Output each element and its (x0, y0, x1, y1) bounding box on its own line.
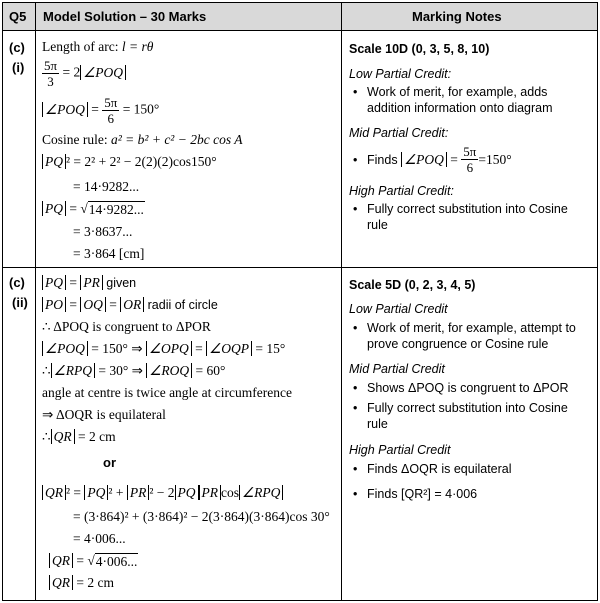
qr-substitution-line: = (3·864)² + (3·864)² − 2(3·864)(3·864)cos 30° (73, 509, 330, 524)
cosine-rule-line: Cosine rule: a² = b² + c² − 2bc cos A (42, 132, 243, 147)
notes-mid-bullet-c-i: • Finds ∠POQ = $\frac{5\pi}{6}$ =150° (367, 144, 512, 175)
radii-line: PO = OQ = OR radii of circle (42, 297, 218, 313)
qr-final-line: QR = 2 cm (49, 575, 114, 591)
notes-high-bullet-1-c-ii: • Finds ΔOQR is equilateral (367, 461, 512, 477)
notes-low-title-c-i: Low Partial Credit: (349, 67, 452, 81)
qr-squared-value-line: = 4·006... (73, 531, 126, 546)
notes-mid-title-c-ii: Mid Partial Credit (349, 362, 445, 376)
qr-cosine-line: QR ² = PQ ² + PR ² − 2 PQ PR cos ∠RPQ (42, 485, 283, 501)
pq-value-line-3: = 3·864 [cm] (73, 246, 145, 261)
qr-sqrt-line: QR = √ 4·006... (49, 553, 138, 569)
notes-high-bullet-2-c-ii: • Finds [QR²] = 4·006 (367, 486, 477, 502)
subpart-label-i: (i) (12, 60, 25, 75)
pq-squared-line: PQ ² = 2² + 2² − 2(2)(2)cos150° (42, 154, 217, 170)
notes-high-title-c-ii: High Partial Credit (349, 443, 451, 457)
part-label-c-ii: (c) (9, 275, 25, 290)
angle-rpq-line: ∴ ∠RPQ = 30° ⇒ ∠ROQ = 60° (42, 363, 226, 378)
angle-centre-line: angle at centre is twice angle at circumference (42, 385, 292, 400)
arc-equation-line: $\frac{5\pi}{3}$ = 2 ∠POQ (42, 58, 126, 89)
header-solution-label: Model Solution – 30 Marks (43, 9, 207, 24)
pq-value-line-2: = 3·8637... (73, 224, 133, 239)
notes-low-bullet-c-ii: • Work of merit, for example, attempt to prove congruence or Cosine rule (367, 320, 576, 352)
pq-sqrt-line: PQ = √ 14·9282... (42, 201, 145, 217)
subpart-label-ii: (ii) (12, 295, 28, 310)
congruent-line: ∴ ΔPOQ is congruent to ΔPOR (42, 319, 211, 334)
marking-scheme-table (2, 2, 598, 601)
equilateral-line: ⇒ ΔOQR is equilateral (42, 407, 166, 422)
notes-mid-bullet-2-c-ii: • Fully correct substitution into Cosine rule (367, 400, 568, 432)
notes-mid-title-c-i: Mid Partial Credit: (349, 126, 449, 140)
notes-low-bullet-c-i: • Work of merit, for example, adds addition information onto diagram (367, 84, 553, 116)
notes-low-title-c-ii: Low Partial Credit (349, 302, 448, 316)
column-divider-2 (341, 3, 342, 600)
notes-high-bullet-c-i: • Fully correct substitution into Cosine rule (367, 201, 568, 233)
angle-opq-line: ∠POQ = 150° ⇒ ∠OPQ = ∠OQP = 15° (42, 341, 285, 357)
angle-poq-line: ∠POQ = $\frac{5\pi}{6}$ = 150° (42, 95, 159, 126)
notes-mid-bullet-1-c-ii: • Shows ΔPOQ is congruent to ΔPOR (367, 380, 569, 396)
arc-length-line: Length of arc: l = rθ (42, 39, 154, 54)
header-notes-label: Marking Notes (412, 9, 502, 24)
row-divider (3, 267, 597, 268)
notes-scale-c-i: Scale 10D (0, 3, 5, 8, 10) (349, 42, 490, 56)
pq-value-line-1: = 14·9282... (73, 179, 140, 194)
pq-pr-given-line: PQ = PR given (42, 275, 136, 291)
notes-high-title-c-i: High Partial Credit: (349, 184, 454, 198)
or-label: or (103, 455, 116, 470)
column-divider-1 (35, 3, 36, 600)
part-label-c-i: (c) (9, 40, 25, 55)
notes-scale-c-ii: Scale 5D (0, 2, 3, 4, 5) (349, 278, 476, 292)
qr-result-line: ∴ QR = 2 cm (42, 429, 116, 444)
header-question-label: Q5 (9, 9, 27, 24)
